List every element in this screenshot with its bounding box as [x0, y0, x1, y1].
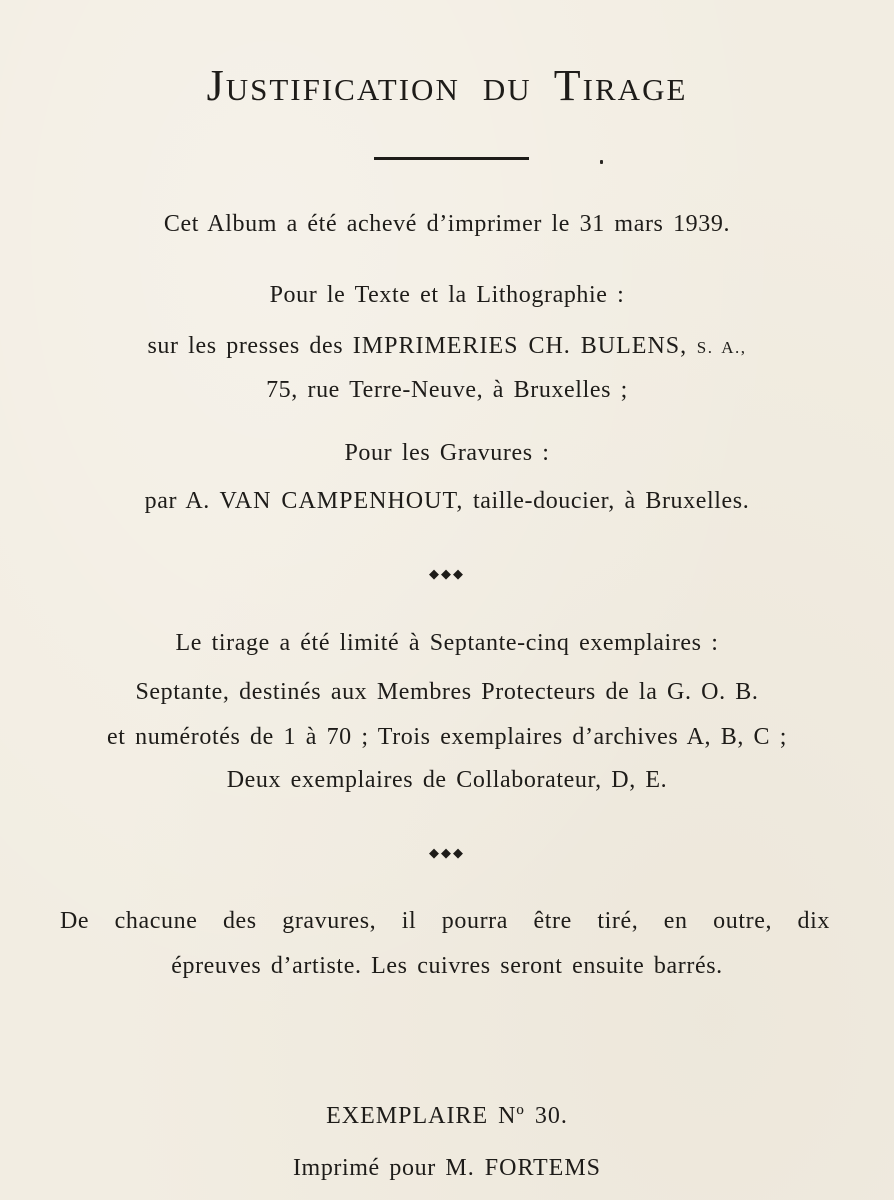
- ink-speck: [600, 160, 603, 164]
- print-run-line-4: Deux exemplaires de Collaborateur, D, E.: [226, 767, 668, 793]
- engravings-heading: Pour les Gravures :: [344, 440, 550, 466]
- engraver-suffix: taille-doucier, à Bruxelles.: [472, 488, 750, 514]
- printer-line: [0, 333, 894, 360]
- engraver-prefix: par A.: [144, 488, 210, 514]
- page-title: Justification du Tirage: [206, 61, 688, 110]
- presses-prefix: sur les presses des: [147, 333, 344, 359]
- engraver-name: VAN CAMPENHOUT,: [219, 488, 464, 514]
- artist-proofs-line-2: épreuves d’artiste. Les cuivres seront ensuite barrés.: [171, 953, 723, 979]
- print-run-line-2: Septante, destinés aux Membres Protecteurs de la G. O. B.: [135, 679, 759, 705]
- print-run-line-1: Le tirage a été limité à Septante-cinq exemplaires :: [175, 630, 719, 656]
- title-rule: [374, 157, 529, 160]
- ornament-diamonds-2: ◆◆◆: [429, 845, 465, 860]
- printed-for-line: [0, 1155, 894, 1182]
- printer-address: 75, rue Terre-Neuve, à Bruxelles ;: [266, 377, 628, 403]
- artist-proofs-line-1: De chacune des gravures, il pourra être tiré, en outre, dix: [60, 908, 830, 934]
- print-run-line-3: et numérotés de 1 à 70 ; Trois exemplaires d’archives A, B, C ;: [106, 724, 788, 750]
- copy-number: EXEMPLAIRE Nº 30.: [326, 1103, 568, 1129]
- printer-name: IMPRIMERIES CH. BULENS,: [352, 333, 688, 359]
- completion-date-line: Cet Album a été achevé d’imprimer le 31 mars 1939.: [163, 211, 731, 237]
- text-litho-heading: Pour le Texte et la Lithographie :: [269, 282, 625, 308]
- ornament-diamonds-1: ◆◆◆: [429, 566, 465, 581]
- printed-for-prefix: Imprimé pour: [292, 1155, 436, 1181]
- printed-for-name: M. FORTEMS: [445, 1155, 602, 1181]
- printer-suffix: S. A.,: [696, 338, 747, 357]
- engraver-line: [0, 488, 894, 515]
